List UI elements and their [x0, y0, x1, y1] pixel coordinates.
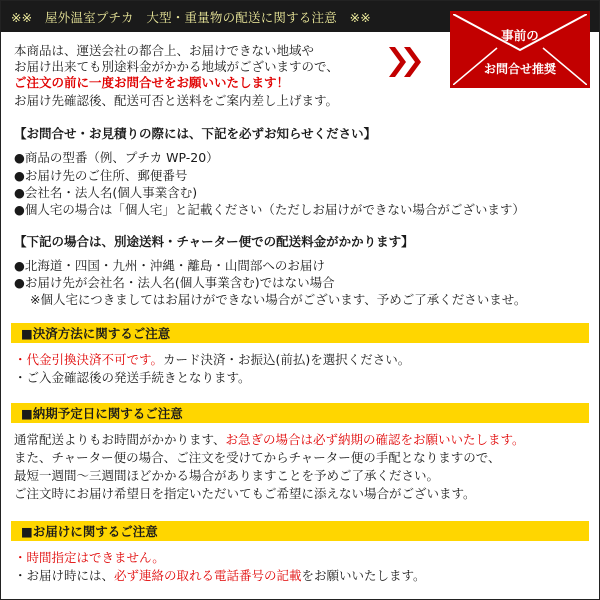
delivery-date-line-4: ご注文時にお届け希望日を指定いただいてもご希望に添えない場合がございます。 — [14, 486, 476, 501]
header-title: ※※ 屋外温室プチカ 大型・重量物の配送に関する注意 ※※ — [11, 10, 371, 25]
notice-card-line1: 事前の — [501, 28, 539, 43]
delivery-date-section-bar — [11, 403, 589, 423]
delivery-section-title: ■お届けに関するご注意 — [21, 524, 158, 539]
delivery-text-end: をお願いいたします。 — [301, 568, 426, 583]
inquiry-item: ●お届け先のご住所、郵便番号 — [14, 168, 188, 183]
charter-note: ※個人宅につきましてはお届けができない場合がございます、予めご了承くださいませ。 — [30, 292, 527, 307]
notice-card-line2: お問合せ推奨 — [483, 62, 556, 76]
charter-item: ●お届け先が会社名・法人名(個人事業含む)ではない場合 — [14, 275, 335, 290]
delivery-section-bar — [11, 521, 589, 541]
delivery-date-line-1 — [14, 431, 525, 448]
inquiry-heading: 【お問合せ・お見積りの際には、下記を必ずお知らせください】 — [14, 126, 377, 141]
intro-line-1: 本商品は、運送会社の都合上、お届けできない地域や — [14, 43, 315, 58]
inquiry-item: ●会社名・法人名(個人事業含む) — [14, 185, 198, 200]
payment-warning: ・代金引換決済不可です。 — [14, 352, 164, 367]
inquiry-item: ●個人宅の場合は「個人宅」と記載ください（ただしお届けができない場合がございます） — [14, 202, 525, 217]
delivery-line-1: ・時間指定はできません。 — [14, 550, 165, 565]
intro-line-3: ご注文の前に一度お問合せをお願いいたします！ — [14, 75, 290, 90]
payment-section-bar — [11, 323, 589, 343]
delivery-phone-warning: 必ず連絡の取れる電話番号の記載 — [114, 568, 302, 583]
delivery-date-section-title: ■納期予定日に関するご注意 — [21, 406, 183, 421]
intro-line-2: お届け出来ても別途料金がかかる地域がございますので、 — [14, 59, 339, 74]
payment-line-2: ・ご入金確認後の発送手続きとなります。 — [14, 370, 251, 385]
delivery-date-line-2: また、チャーター便の場合、ご注文を受けてからチャーター便の手配となりますので、 — [14, 450, 501, 465]
charter-item: ●北海道・四国・九州・沖縄・離島・山間部へのお届け — [14, 258, 325, 273]
delivery-date-line-3: 最短一週間〜三週間ほどかかる場合がありますことを予めご了承ください。 — [14, 468, 440, 483]
payment-section-title: ■決済方法に関するご注意 — [21, 326, 171, 341]
charter-heading: 【下記の場合は、別途送料・チャーター便での配送料金がかかります】 — [14, 234, 414, 249]
delivery-date-warning: お急ぎの場合は必ず納期の確認をお願いいたします。 — [225, 432, 525, 447]
payment-methods: カード決済・お振込(前払)を選択ください。 — [163, 352, 411, 367]
delivery-line-2 — [14, 567, 426, 584]
double-arrow-right-icon — [387, 44, 427, 80]
delivery-text: ・お届け時には、 — [14, 568, 115, 583]
intro-line-4: お届け先確認後、配送可否と送料をご案内差し上げます。 — [14, 93, 339, 108]
inquiry-recommended-card — [450, 11, 590, 88]
delivery-date-text: 通常配送よりもお時間がかかります、 — [14, 432, 226, 447]
payment-line-1 — [14, 351, 410, 368]
inquiry-item: ●商品の型番（例、プチカ WP-20） — [14, 150, 219, 165]
